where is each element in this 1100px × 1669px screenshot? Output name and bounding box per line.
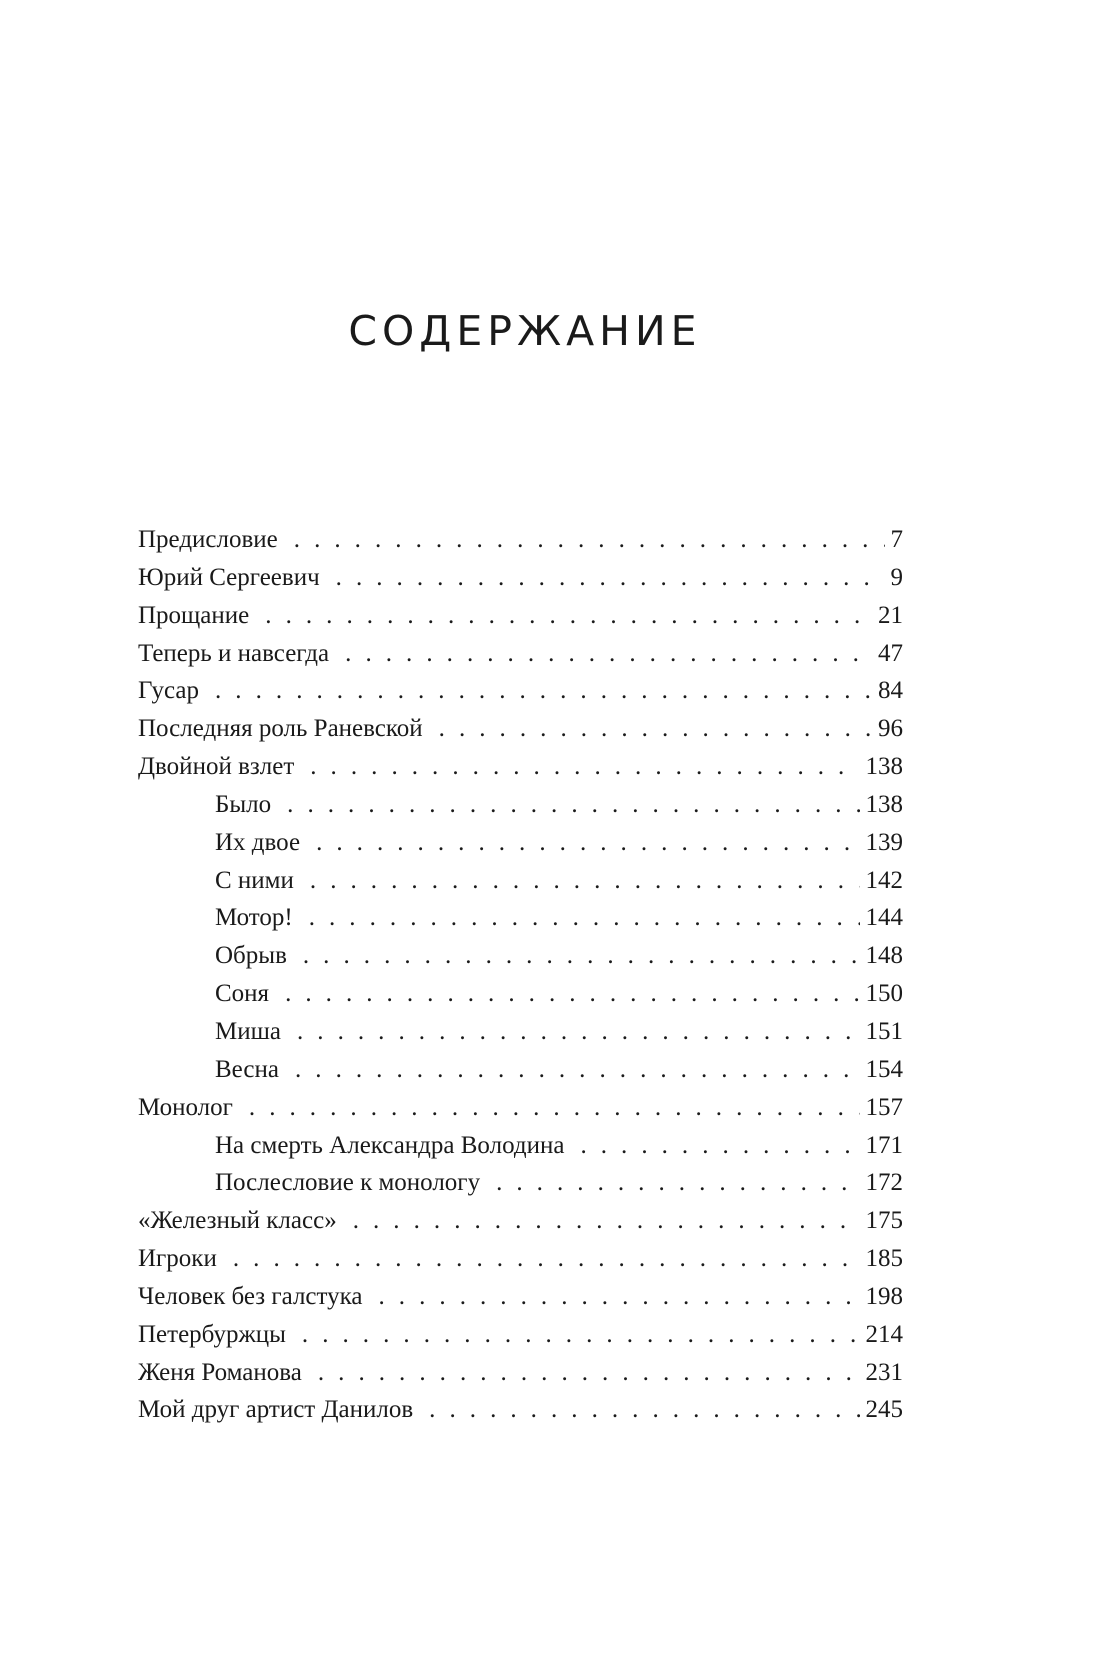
toc-entry bbox=[138, 1316, 903, 1354]
dot-leader bbox=[294, 521, 885, 559]
toc-page-number: 154 bbox=[865, 1055, 903, 1083]
toc-entry bbox=[138, 975, 903, 1013]
toc-entry-title: Игроки bbox=[138, 1245, 217, 1273]
toc-page-number: 84 bbox=[878, 677, 903, 705]
toc-entry-title: Обрыв bbox=[215, 942, 287, 970]
toc-page-number: 138 bbox=[865, 790, 903, 818]
toc-page-number: 139 bbox=[865, 828, 903, 856]
toc-entry bbox=[138, 1391, 903, 1429]
dot-leader bbox=[233, 1240, 860, 1278]
toc-entry bbox=[138, 1202, 903, 1240]
toc-entry-title: Петербуржцы bbox=[138, 1320, 286, 1348]
toc-page-number: 47 bbox=[878, 639, 903, 667]
toc-entry-title: Мотор! bbox=[215, 904, 293, 932]
dot-leader bbox=[215, 672, 872, 710]
toc-entry bbox=[138, 672, 903, 710]
dot-leader bbox=[316, 824, 859, 862]
toc-entry-title: Теперь и навсегда bbox=[138, 639, 330, 667]
dot-leader bbox=[353, 1202, 860, 1240]
dot-leader bbox=[429, 1391, 859, 1429]
toc-page-number: 245 bbox=[865, 1396, 903, 1424]
toc-entry-title: Весна bbox=[215, 1055, 279, 1083]
dot-leader bbox=[439, 710, 872, 748]
dot-leader bbox=[265, 597, 872, 635]
toc-page-number: 150 bbox=[865, 980, 903, 1008]
toc-page-number: 171 bbox=[865, 1131, 903, 1159]
dot-leader bbox=[309, 899, 860, 937]
toc-entry-title: Их двое bbox=[215, 828, 301, 856]
dot-leader bbox=[496, 1164, 859, 1202]
dot-leader bbox=[310, 862, 860, 900]
toc-entry-title: Последняя роль Раневской bbox=[138, 715, 423, 743]
toc-entry bbox=[138, 1013, 903, 1051]
toc-entry bbox=[138, 710, 903, 748]
dot-leader bbox=[285, 975, 859, 1013]
dot-leader bbox=[303, 937, 860, 975]
toc-entry bbox=[138, 1164, 903, 1202]
toc-entry bbox=[138, 824, 903, 862]
toc-page-number: 175 bbox=[865, 1207, 903, 1235]
toc-entry-title: Мой друг артист Данилов bbox=[138, 1396, 414, 1424]
toc-entry-title: «Железный класс» bbox=[138, 1207, 337, 1235]
dot-leader bbox=[295, 1051, 860, 1089]
toc-page-number: 148 bbox=[865, 942, 903, 970]
dot-leader bbox=[249, 1089, 860, 1127]
toc-entry bbox=[138, 1127, 903, 1165]
toc-page-number: 151 bbox=[865, 1017, 903, 1045]
toc-page-number: 157 bbox=[865, 1093, 903, 1121]
toc-entry bbox=[138, 748, 903, 786]
toc-entry-title: Двойной взлет bbox=[138, 753, 295, 781]
toc-entry-title: На смерть Александра Володина bbox=[215, 1131, 565, 1159]
dot-leader bbox=[580, 1127, 859, 1165]
toc-entry-title: Было bbox=[215, 790, 272, 818]
toc-page-number: 231 bbox=[865, 1358, 903, 1386]
toc-entry-title: Человек без галстука bbox=[138, 1282, 363, 1310]
toc-entry bbox=[138, 1089, 903, 1127]
toc-page-number: 7 bbox=[890, 526, 903, 553]
toc-entry bbox=[138, 559, 903, 597]
dot-leader bbox=[379, 1278, 860, 1316]
table-of-contents bbox=[138, 521, 903, 1429]
toc-page-number: 96 bbox=[878, 715, 903, 743]
dot-leader bbox=[336, 559, 885, 597]
toc-entry-title: Послесловие к монологу bbox=[215, 1169, 481, 1197]
toc-entry bbox=[138, 899, 903, 937]
toc-entry-title: Гусар bbox=[138, 677, 199, 705]
dot-leader bbox=[318, 1354, 860, 1392]
toc-entry bbox=[138, 597, 903, 635]
toc-entry bbox=[138, 1051, 903, 1089]
toc-page-number: 9 bbox=[890, 563, 903, 591]
toc-page-number: 144 bbox=[865, 904, 903, 932]
dot-leader bbox=[302, 1316, 860, 1354]
toc-entry-title: Юрий Сергеевич bbox=[138, 563, 320, 591]
page-title: СОДЕРЖАНИЕ bbox=[348, 307, 702, 355]
toc-page-number: 21 bbox=[878, 601, 903, 629]
dot-leader bbox=[287, 786, 859, 824]
toc-page-number: 142 bbox=[865, 866, 903, 894]
toc-entry bbox=[138, 937, 903, 975]
toc-entry bbox=[138, 1278, 903, 1316]
toc-page-number: 172 bbox=[865, 1169, 903, 1197]
dot-leader bbox=[297, 1013, 860, 1051]
toc-entry bbox=[138, 521, 903, 559]
toc-entry bbox=[138, 786, 903, 824]
toc-entry-title: Соня bbox=[215, 980, 270, 1008]
toc-entry-title: Миша bbox=[215, 1017, 281, 1045]
toc-entry-title: Предисловие bbox=[138, 526, 278, 553]
toc-page-number: 138 bbox=[865, 753, 903, 781]
toc-page-number: 185 bbox=[865, 1245, 903, 1273]
toc-entry-title: С ними bbox=[215, 866, 294, 894]
toc-entry bbox=[138, 635, 903, 673]
toc-entry bbox=[138, 862, 903, 900]
toc-entry-title: Женя Романова bbox=[138, 1358, 302, 1386]
toc-entry bbox=[138, 1354, 903, 1392]
dot-leader bbox=[345, 635, 872, 673]
dot-leader bbox=[310, 748, 859, 786]
toc-entry-title: Монолог bbox=[138, 1093, 233, 1121]
toc-page-number: 214 bbox=[865, 1320, 903, 1348]
toc-entry bbox=[138, 1240, 903, 1278]
toc-entry-title: Прощание bbox=[138, 601, 250, 629]
toc-page-number: 198 bbox=[865, 1282, 903, 1310]
